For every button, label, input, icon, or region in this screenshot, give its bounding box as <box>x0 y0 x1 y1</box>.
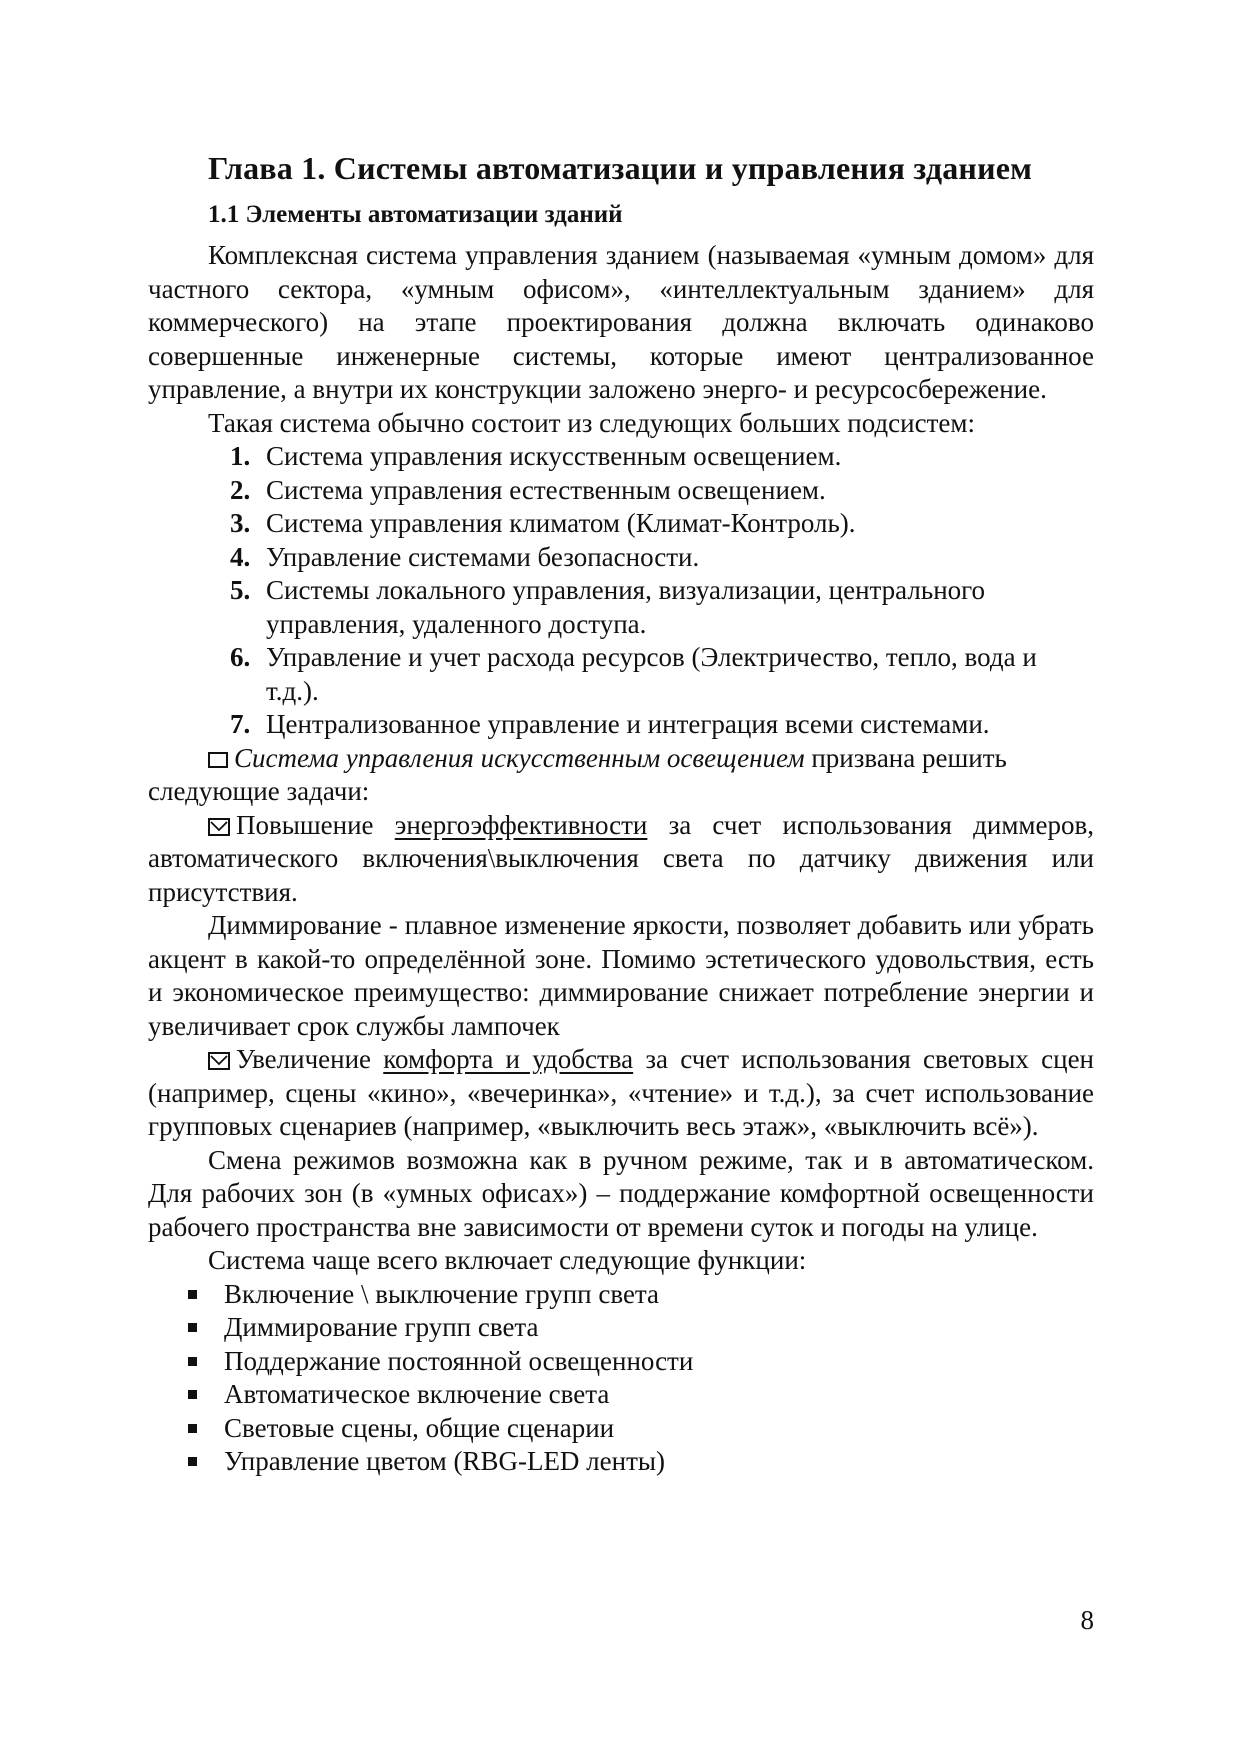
list-item <box>230 541 1094 575</box>
list-item-text: Система управления климатом (Климат-Контроль). <box>266 508 856 538</box>
list-number: 5. <box>230 575 251 605</box>
task-comfort-underlined: комфорта и удобства <box>383 1044 634 1074</box>
bullet-square-icon <box>188 1424 197 1433</box>
lighting-system-rest: призвана решить следующие задачи: <box>148 742 1007 806</box>
task-comfort-before: Увеличение <box>236 1044 384 1074</box>
bullet-square-icon <box>188 1390 197 1399</box>
dimming-paragraph: Диммирование - плавное изменение яркости, позволяет добавить или убрать акцент в какой-то определённой зоне. Помимо эстетического удовольствия, есть и экономическое преимущество: диммирование снижает потребление энергии и увеличивает срок службы лампочек <box>148 910 1094 1041</box>
lighting-system-paragraph <box>148 742 1094 809</box>
checked-box-icon <box>208 1052 230 1070</box>
modes-paragraph: Смена режимов возможна как в ручном режиме, так и в автоматическом. Для рабочих зон (в «умных офисах») – поддержание комфортной освещенности рабочего пространства вне зависимости от времени суток и погоды на улице. <box>148 1144 1094 1242</box>
list-number: 2. <box>230 474 251 505</box>
task-comfort-paragraph <box>148 1043 1094 1144</box>
task-efficiency-paragraph <box>148 809 1094 910</box>
task-efficiency-underlined: энергоэффективности <box>394 809 648 840</box>
list-item-text: Система управления естественным освещением. <box>266 474 826 505</box>
list-item-text: Автоматическое включение света <box>224 1379 610 1409</box>
page-number: 8 <box>1080 1605 1094 1635</box>
bullet-square-icon <box>188 1323 197 1332</box>
list-item-text: Управление системами безопасности. <box>266 541 700 572</box>
list-item <box>188 1378 1094 1412</box>
functions-list <box>148 1278 1094 1479</box>
list-number: 1. <box>230 441 251 471</box>
bullet-square-icon <box>188 1457 197 1466</box>
list-item-text: Световые сцены, общие сценарии <box>224 1412 615 1443</box>
checkbox-square-icon <box>208 752 228 768</box>
task-efficiency-before: Повышение <box>236 809 395 840</box>
list-number: 6. <box>230 642 251 672</box>
functions-intro: Система чаще всего включает следующие функции: <box>208 1245 807 1275</box>
chapter-title: Глава 1. Системы автоматизации и управления зданием <box>208 150 1033 186</box>
list-item <box>230 474 1094 508</box>
list-item-text: Включение \ выключение групп света <box>224 1278 660 1309</box>
list-item-text: Система управления искусственным освещением. <box>266 441 842 471</box>
list-item <box>230 507 1094 541</box>
checked-box-icon <box>208 818 230 836</box>
bullet-square-icon <box>188 1290 197 1299</box>
list-number: 7. <box>230 709 251 739</box>
intro-paragraph: Комплексная система управления зданием (называемая «умным домом» для частного сектора, «умным офисом», «интеллектуальным зданием» для коммерческого) на этапе проектирования должна включать одинаково совершенные инженерные системы, которые имеют централизованное управление, а внутри их конструкции заложено энерго- и ресурсосбережение. <box>148 240 1094 404</box>
list-number: 3. <box>230 508 251 538</box>
list-item <box>188 1278 1094 1312</box>
list-item <box>188 1412 1094 1446</box>
task-efficiency-after: за счет использования диммеров, автоматического включения\выключения света по датчику движения или присутствия. <box>148 809 1094 907</box>
list-item-text: Централизованное управление и интеграция всеми системами. <box>266 709 990 739</box>
task-comfort-after: за счет использования световых сцен (например, сцены «кино», «вечеринка», «чтение» и т.д.), за счет использование групповых сценариев (например, «выключить весь этаж», «выключить всё»). <box>148 1044 1095 1141</box>
list-item <box>230 440 1094 474</box>
list-item <box>230 574 1094 641</box>
list-item-text: Системы локального управления, визуализации, центрального управления, удаленного доступа. <box>266 575 986 639</box>
section-title: 1.1 Элементы автоматизации зданий <box>208 201 623 228</box>
list-item-text: Диммирование групп света <box>224 1312 539 1342</box>
page-content <box>148 148 1094 1479</box>
subsystems-intro: Такая система обычно состоит из следующих больших подсистем: <box>208 407 975 438</box>
list-item-text: Управление и учет расхода ресурсов (Электричество, тепло, вода и т.д.). <box>266 642 1037 706</box>
lighting-system-italic: Система управления искусственным освещением <box>234 742 805 773</box>
list-item <box>230 641 1094 708</box>
list-item <box>230 708 1094 742</box>
list-item-text: Поддержание постоянной освещенности <box>224 1345 694 1376</box>
list-item <box>188 1345 1094 1379</box>
list-item <box>188 1311 1094 1345</box>
list-item-text: Управление цветом (RBG-LED ленты) <box>224 1446 666 1476</box>
list-item <box>188 1445 1094 1479</box>
list-number: 4. <box>230 541 251 572</box>
subsystems-list <box>148 440 1094 742</box>
bullet-square-icon <box>188 1357 197 1366</box>
